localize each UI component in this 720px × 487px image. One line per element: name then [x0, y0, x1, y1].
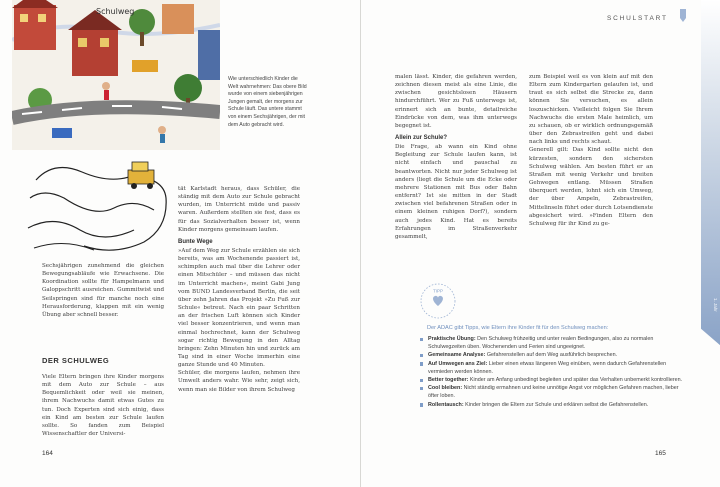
tip-badge-label: TIPP	[433, 288, 443, 294]
paragraph: malen lässt. Kinder, die gefahren werden, zeichnen diesen meist als eine Linie, die zwischen gesichtslosen Häusern hindurchführt. Wer zu Fuß unterwegs ist, erinnert sich an bunte, detailreiche Eindrücke von dem, was ihm unterwegs begegnet ist.	[395, 74, 517, 129]
paragraph: Viele Eltern bringen ihre Kinder morgens mit dem Auto zur Schule – aus Bequemlichkeit oder weil sie meinen, ihrem Nachwuchs damit etwas Gutes zu tun. Doch Experten sind sich einig, dass ein Kind am besten zur Schule laufen sollte. So fanden zum Beispiel Wissenschaftler der Universi-	[42, 374, 164, 438]
running-head: SCHULSTART	[607, 15, 668, 22]
paragraph: tät Karlstadt heraus, dass Schüler, die ständig mit dem Auto zur Schule gebracht wurden, im Unterricht müde und passiv waren. Außerdem stellten sie fest, dass es für das Sozialverhalten besser ist, wenn Kinder morgens gemeinsam laufen.	[178, 186, 300, 233]
image-caption: Wie unterschiedlich Kinder die Welt wahrnehmen: Das obere Bild wurde von einem siebenjährigen Jungen gemalt, der morgens zur Schule läuft. Das untere stammt von einem Sechsjährigen, der mit dem Auto gebracht wird.	[228, 76, 307, 128]
right-column-2	[529, 73, 653, 228]
left-column-2	[178, 185, 300, 394]
chapter-tab	[701, 0, 720, 346]
tip-badge-icon	[419, 282, 457, 320]
pencil-icon	[679, 9, 687, 23]
paragraph: Sechsjährigen zunehmend die gleichen Bewegungsabläufe wie Erwachsene. Die Koordination sollte für Hampelmann und Galoppschritt ausreichen. Gummitwist und Seilspringen sind für manche noch eine Herausforderung, klappen mit ein wenig Übung aber schnell besser.	[42, 263, 164, 318]
child-drawing-walking	[12, 0, 220, 150]
list-item: Cool bleiben: Nicht ständig ermahnen und keine unnötige Angst vor möglichen Gefahren machen, lieber öfter loben.	[419, 384, 683, 400]
page-number: 164	[42, 450, 53, 457]
right-column-1	[395, 73, 517, 241]
left-column-1b	[42, 373, 164, 438]
paragraph: Generell gilt: Das Kind sollte nicht den kürzesten, sondern den sichersten Schulweg wählen. Am besten führt er an Straßen mit wenig Verkehr und breiten Gehwegen entlang. Müssen Straßen überquert werden, lohnt sich ein Umweg, der über Ampeln, Zebrastreifen, Mittelinseln führt oder durch Lotsendienste abgesichert wird. »Finden Eltern den Schulweg für ihr Kind zu ge-	[529, 147, 653, 227]
page-number: 165	[655, 450, 666, 457]
paragraph: Schüler, die morgens laufen, nehmen ihre Umwelt anders wahr. Wie sehr, zeigt sich, wenn man sie Bilder von ihrem Schulweg	[178, 370, 300, 393]
list-item: Gemeinsame Analyse: Gefahrenstellen auf dem Weg ausführlich besprechen.	[419, 351, 683, 359]
tip-box-title: Der ADAC gibt Tipps, wie Eltern ihre Kinder fit für den Schulweg machen:	[427, 325, 609, 331]
left-column-1	[42, 262, 164, 319]
list-item: Auf Umwegen ans Ziel: Lieber einen etwas längeren Weg einüben, wenn dadurch Gefahrenstellen vermieden werden können.	[419, 360, 683, 376]
child-drawing-car	[24, 158, 174, 258]
list-item: Praktische Übung: Den Schulweg frühzeitig und unter realen Bedingungen, also zu normalen Schulwegzeiten üben. Wochenenden und Ferien sind ungeeignet.	[419, 335, 683, 351]
paragraph: »Auf dem Weg zur Schule erzählen sie sich bereits, was am Wochenende passiert ist, schimpfen auch mal über die Lehrer oder einen Mitschüler – und müssen das nicht im Unterricht machen«, meint Gabi Jung vom BUND Landesverband Berlin, die seit über zehn Jahren das Projekt »Zu Fuß zur Schule« betreut. Nach ein paar Schritten an der frischen Luft können sich Kinder viel besser konzentrieren, und wenn man einmal hochrechnet, kann der Schulweg sogar richtig Bewegung in den Alltag bringen: Zehn Minuten hin und zurück am Tag sind in einer Woche immerhin eine ganze Stunde und 40 Minuten.	[178, 247, 300, 369]
tip-list	[419, 335, 683, 409]
drawing-label: Schulweg	[96, 7, 135, 16]
section-heading: DER SCHULWEG	[42, 356, 110, 365]
paragraph: Die Frage, ab wann ein Kind ohne Begleitung zur Schule laufen kann, ist nicht einfach und pauschal zu beantworten. Nicht nur jeder Schulweg ist anders (liegt die Schule um die Ecke oder mehrere Stationen mit Bus oder Bahn entfernt? Ist sie mitten in der Stadt zwischen viel befahrenen Straßen oder in einem kleinen ruhigen Dorf?), sondern auch jedes Kind. Hat es bereits Erfahrungen im Straßenverkehr gesammelt,	[395, 144, 517, 240]
right-page	[360, 0, 720, 487]
list-item: Better together: Kinder am Anfang unbedingt begleiten und später das Verhalten unbemerkt kontrollieren.	[419, 376, 683, 384]
chapter-tab-label: 1. Jahr	[713, 298, 718, 312]
paragraph: zum Beispiel weil es von klein auf mit den Eltern zum Kindergarten gelaufen ist, und traut es sich selbst die Strecke zu, dann können Sie versuchen, es allein loszuschicken. Vielleicht folgen Sie Ihrem Nachwuchs die ersten Male heimlich, um zu schauen, ob er wirklich ordnungsgemäß über den Zebrastreifen geht und dabei nach links und rechts schaut.	[529, 74, 653, 146]
list-item: Rollentausch: Kinder bringen die Eltern zur Schule und erklären selbst die Gefahrenstellen.	[419, 401, 683, 409]
subheading: Bunte Wege	[178, 238, 213, 245]
subheading: Allein zur Schule?	[395, 135, 448, 142]
